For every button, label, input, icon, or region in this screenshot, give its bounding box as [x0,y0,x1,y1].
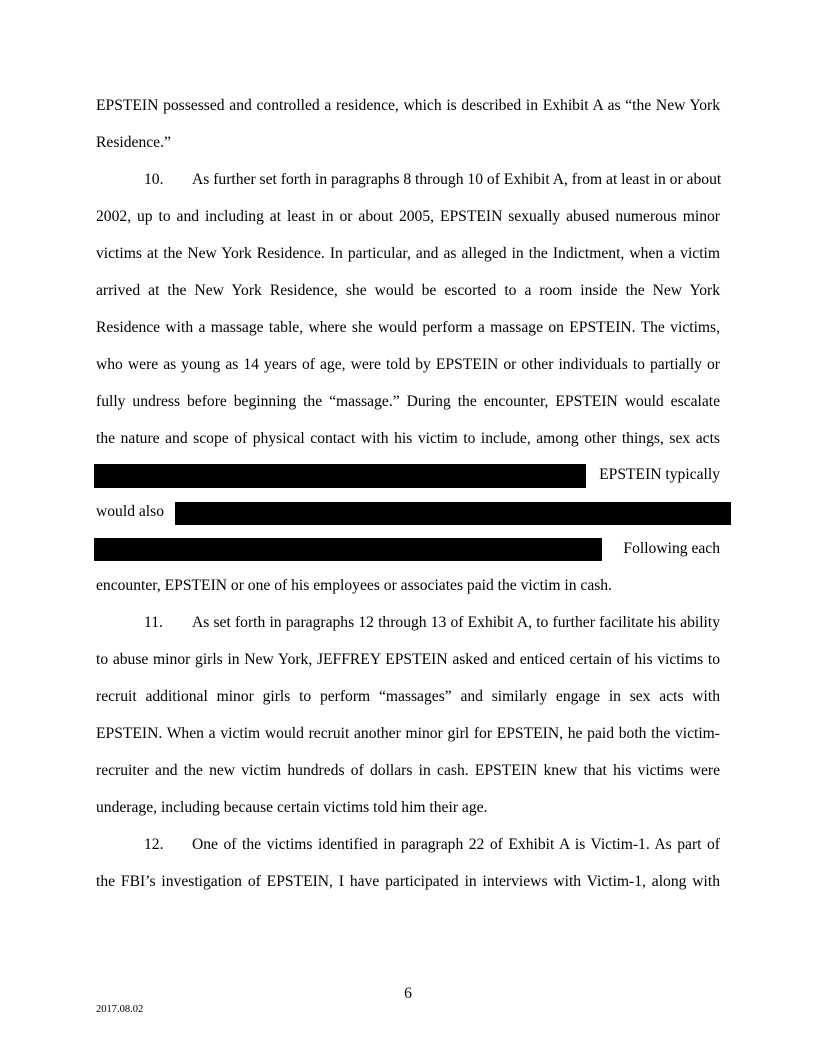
text-line: EPSTEIN possessed and controlled a residence, which is described in Exhibit A as “the New York [96,97,720,114]
text-line: to abuse minor girls in New York, JEFFREY EPSTEIN asked and enticed certain of his victims to [96,651,720,668]
text-line: 2002, up to and including at least in or about 2005, EPSTEIN sexually abused numerous minor [96,208,720,225]
text-line: the nature and scope of physical contact with his victim to include, among other things, sex acts [96,430,720,447]
text-line: who were as young as 14 years of age, were told by EPSTEIN or other individuals to partially or [96,356,720,373]
text-line: the FBI’s investigation of EPSTEIN, I have participated in interviews with Victim-1, along with [96,873,720,890]
text-line: would also [96,503,165,520]
text-line: recruiter and the new victim hundreds of dollars in cash. EPSTEIN knew that his victims were [96,762,720,779]
text-line: As set forth in paragraphs 12 through 13 of Exhibit A, to further facilitate his ability [192,614,720,631]
text-line: EPSTEIN typically [599,466,720,483]
paragraph-number: 12. [144,836,164,853]
text-line: recruit additional minor girls to perform “massages” and similarly engage in sex acts with [96,688,720,705]
paragraph-number: 11. [144,614,163,631]
text-line: One of the victims identified in paragraph 22 of Exhibit A is Victim-1. As part of [192,836,720,853]
text-line: Residence with a massage table, where she would perform a massage on EPSTEIN. The victims, [96,319,720,336]
redaction-bar [94,538,602,561]
text-line: encounter, EPSTEIN or one of his employees or associates paid the victim in cash. [96,577,613,594]
text-line: underage, including because certain victims told him their age. [96,799,488,816]
redaction-bar [175,502,731,525]
text-line: Following each [623,540,720,557]
text-line: EPSTEIN. When a victim would recruit another minor girl for EPSTEIN, he paid both the victim- [96,725,720,742]
text-line: arrived at the New York Residence, she would be escorted to a room inside the New York [96,282,720,299]
text-line: Residence.” [96,134,171,151]
text-line: As further set forth in paragraphs 8 through 10 of Exhibit A, from at least in or about [192,171,722,188]
redaction-bar [94,464,586,488]
page-number: 6 [404,985,412,1002]
text-line: fully undress before beginning the “massage.” During the encounter, EPSTEIN would escalate [96,393,720,410]
text-line: victims at the New York Residence. In particular, and as alleged in the Indictment, when a victim [96,245,720,262]
paragraph-number: 10. [144,171,164,188]
footer-date: 2017.08.02 [96,1004,144,1015]
